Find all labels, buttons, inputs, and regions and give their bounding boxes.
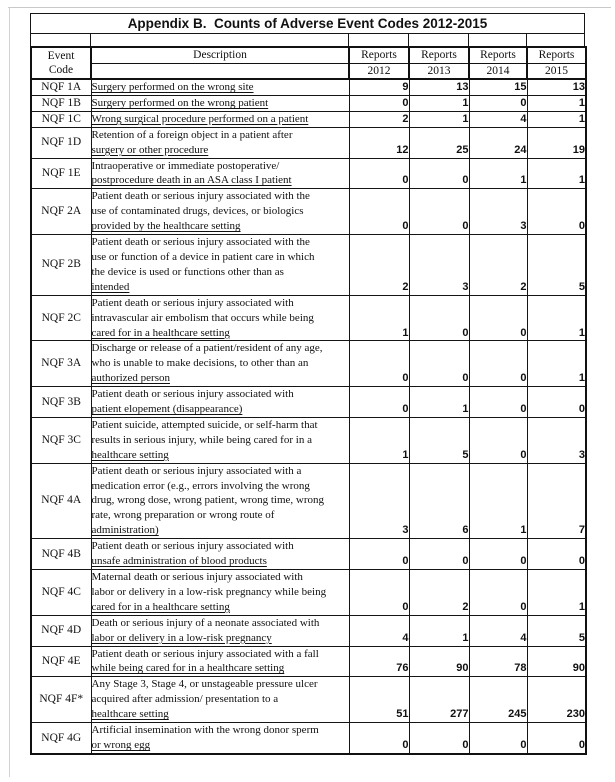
- count-cell-2013: 1: [409, 615, 469, 646]
- header-year-2013: 2013: [409, 63, 469, 79]
- description-cell: [91, 723, 349, 754]
- header-reports-2014: Reports: [469, 47, 527, 63]
- table-header: [31, 47, 586, 79]
- event-code-cell: NQF 3C: [31, 417, 91, 463]
- description-line: Patient death or serious injury associated with a fall: [91, 647, 319, 660]
- count-cell-2012: 1: [349, 295, 409, 341]
- spacer-column-divider: [468, 34, 469, 46]
- count-cell-2013: 1: [409, 387, 469, 418]
- event-code-cell: NQF 1E: [31, 158, 91, 189]
- count-cell-2014: 15: [469, 79, 527, 95]
- header-reports-2015: Reports: [527, 47, 586, 63]
- count-cell-2014: 0: [469, 570, 527, 616]
- count-cell-2013: 90: [409, 646, 469, 677]
- table-row: [31, 341, 586, 387]
- count-cell-2012: 0: [349, 387, 409, 418]
- description-line: authorized person: [91, 372, 170, 385]
- description-line: Retention of a foreign object in a patient after: [91, 128, 293, 141]
- description-cell: [91, 95, 349, 111]
- event-code-cell: NQF 1A: [31, 79, 91, 95]
- description-cell: [91, 295, 349, 341]
- description-line: use of contaminated drugs, devices, or biologics: [91, 205, 304, 218]
- page-edge-line-left: [9, 7, 10, 777]
- count-cell-2015: 19: [527, 127, 586, 158]
- count-cell-2015: 0: [527, 723, 586, 754]
- count-cell-2013: 2: [409, 570, 469, 616]
- header-year-2014: 2014: [469, 63, 527, 79]
- description-line: rate, wrong preparation or wrong route of: [91, 509, 275, 522]
- description-line: administration): [91, 524, 159, 537]
- description-line: Intraoperative or immediate postoperative/: [91, 159, 280, 172]
- count-cell-2014: 4: [469, 615, 527, 646]
- page-title: Appendix B. Counts of Adverse Event Codes 2012-2015: [127, 16, 488, 31]
- description-line: Maternal death or serious injury associated with: [91, 571, 303, 583]
- header-row-1: [31, 47, 586, 63]
- description-line: Patient death or serious injury associated with: [91, 388, 294, 401]
- count-cell-2015: 0: [527, 189, 586, 235]
- count-cell-2014: 0: [469, 723, 527, 754]
- count-cell-2015: 5: [527, 235, 586, 296]
- event-code-cell: NQF 4A: [31, 463, 91, 539]
- count-cell-2014: 3: [469, 189, 527, 235]
- count-cell-2012: 2: [349, 111, 409, 127]
- table-row: [31, 463, 586, 539]
- count-cell-2012: 0: [349, 341, 409, 387]
- count-cell-2014: 0: [469, 539, 527, 570]
- description-line: cared for in a healthcare setting: [91, 600, 230, 613]
- description-line: Any Stage 3, Stage 4, or unstageable pressure ulcer: [91, 678, 318, 691]
- table-row: [31, 111, 586, 127]
- table-row: [31, 646, 586, 677]
- description-line: Death or serious injury of a neonate associated with: [91, 616, 320, 629]
- count-cell-2012: 76: [349, 646, 409, 677]
- spacer-column-divider: [348, 34, 349, 46]
- description-cell: [91, 615, 349, 646]
- event-code-cell: NQF 4E: [31, 646, 91, 677]
- description-cell: [91, 539, 349, 570]
- description-line: unsafe administration of blood products: [91, 555, 267, 568]
- description-line: labor or delivery in a low-risk pregnancy: [91, 631, 272, 644]
- count-cell-2015: 1: [527, 295, 586, 341]
- count-cell-2015: 90: [527, 646, 586, 677]
- description-cell: [91, 646, 349, 677]
- count-cell-2015: 5: [527, 615, 586, 646]
- table-row: [31, 570, 586, 616]
- count-cell-2013: 3: [409, 235, 469, 296]
- description-line: Patient death or serious injury associated with the: [91, 236, 310, 249]
- count-cell-2012: 0: [349, 158, 409, 189]
- header-description-blank: [91, 63, 349, 79]
- description-cell: [91, 570, 349, 616]
- count-cell-2013: 0: [409, 539, 469, 570]
- count-cell-2013: 1: [409, 111, 469, 127]
- table-row: [31, 95, 586, 111]
- count-cell-2013: 277: [409, 677, 469, 723]
- description-line: healthcare setting: [91, 448, 169, 461]
- count-cell-2015: 1: [527, 95, 586, 111]
- table-row: [31, 723, 586, 754]
- count-cell-2012: 1: [349, 417, 409, 463]
- count-cell-2015: 0: [527, 387, 586, 418]
- count-cell-2014: 0: [469, 295, 527, 341]
- count-cell-2012: 0: [349, 723, 409, 754]
- count-cell-2015: 7: [527, 463, 586, 539]
- count-cell-2014: 0: [469, 341, 527, 387]
- count-cell-2012: 4: [349, 615, 409, 646]
- event-code-cell: NQF 4D: [31, 615, 91, 646]
- count-cell-2012: 2: [349, 235, 409, 296]
- description-line: labor or delivery in a low-risk pregnancy while being: [91, 585, 327, 598]
- table-row: [31, 127, 586, 158]
- description-line: the device is used or functions other than as: [91, 265, 284, 278]
- description-line: provided by the healthcare setting: [91, 220, 241, 233]
- count-cell-2014: 0: [469, 387, 527, 418]
- description-line: intended: [91, 280, 130, 293]
- count-cell-2013: 0: [409, 158, 469, 189]
- description-line: surgery or other procedure: [91, 143, 209, 156]
- description-line: intravascular air embolism that occurs while being: [91, 311, 314, 324]
- count-cell-2012: 3: [349, 463, 409, 539]
- description-line: patient elopement (disappearance): [91, 403, 243, 416]
- count-cell-2014: 245: [469, 677, 527, 723]
- header-event-line2: Code: [48, 64, 74, 76]
- description-line: Surgery performed on the wrong site: [91, 81, 254, 93]
- table-row: [31, 295, 586, 341]
- spacer-column-divider: [90, 34, 91, 46]
- count-cell-2014: 0: [469, 417, 527, 463]
- table-body: [31, 79, 586, 754]
- count-cell-2012: 51: [349, 677, 409, 723]
- header-reports-2012: Reports: [349, 47, 409, 63]
- event-code-cell: NQF 1B: [31, 95, 91, 111]
- count-cell-2013: 1: [409, 95, 469, 111]
- description-cell: [91, 127, 349, 158]
- event-code-cell: NQF 2A: [31, 189, 91, 235]
- count-cell-2012: 9: [349, 79, 409, 95]
- count-cell-2013: 5: [409, 417, 469, 463]
- description-line: drug, wrong dose, wrong patient, wrong time, wrong: [91, 494, 324, 507]
- table-row: [31, 235, 586, 296]
- description-line: use or function of a device in patient care in which: [91, 250, 315, 263]
- count-cell-2013: 25: [409, 127, 469, 158]
- spacer-column-divider: [408, 34, 409, 46]
- count-cell-2014: 1: [469, 158, 527, 189]
- table-row: [31, 79, 586, 95]
- count-cell-2013: 0: [409, 189, 469, 235]
- count-cell-2015: 230: [527, 677, 586, 723]
- count-cell-2014: 0: [469, 95, 527, 111]
- description-cell: [91, 189, 349, 235]
- page-edge-line-top: [8, 7, 611, 8]
- count-cell-2013: 13: [409, 79, 469, 95]
- count-cell-2014: 2: [469, 235, 527, 296]
- count-cell-2012: 0: [349, 539, 409, 570]
- description-line: Patient death or serious injury associated with: [91, 540, 294, 553]
- count-cell-2015: 1: [527, 111, 586, 127]
- spacer-row: [30, 34, 585, 46]
- description-cell: [91, 341, 349, 387]
- description-line: Discharge or release of a patient/resident of any age,: [91, 342, 323, 355]
- count-cell-2014: 78: [469, 646, 527, 677]
- table-row: [31, 158, 586, 189]
- table-row: [31, 615, 586, 646]
- header-reports-2013: Reports: [409, 47, 469, 63]
- description-line: results in serious injury, while being cared for in a: [91, 433, 312, 446]
- description-cell: [91, 387, 349, 418]
- table-row: [31, 539, 586, 570]
- count-cell-2015: 0: [527, 539, 586, 570]
- count-cell-2014: 4: [469, 111, 527, 127]
- count-cell-2015: 13: [527, 79, 586, 95]
- event-code-cell: NQF 3A: [31, 341, 91, 387]
- spacer-column-divider: [526, 34, 527, 46]
- description-cell: [91, 463, 349, 539]
- count-cell-2012: 0: [349, 570, 409, 616]
- table-row: [31, 417, 586, 463]
- description-line: medication error (e.g., errors involving the wrong: [91, 479, 310, 492]
- event-code-cell: NQF 4B: [31, 539, 91, 570]
- description-line: while being cared for in a healthcare setting: [91, 662, 285, 675]
- header-year-2012: 2012: [349, 63, 409, 79]
- event-code-cell: NQF 3B: [31, 387, 91, 418]
- event-code-cell: NQF 4G: [31, 723, 91, 754]
- description-line: Artificial insemination with the wrong donor sperm: [91, 724, 319, 737]
- description-cell: [91, 79, 349, 95]
- count-cell-2014: 24: [469, 127, 527, 158]
- description-line: Patient death or serious injury associated with: [91, 296, 294, 309]
- description-line: acquired after admission/ presentation to a: [91, 693, 279, 706]
- count-cell-2015: 1: [527, 158, 586, 189]
- table-row: [31, 387, 586, 418]
- description-line: or wrong egg: [91, 738, 151, 751]
- description-line: cared for in a healthcare setting: [91, 326, 230, 339]
- adverse-event-table: [30, 46, 587, 755]
- header-description: Description: [91, 47, 349, 63]
- header-year-2015: 2015: [527, 63, 586, 79]
- count-cell-2015: 1: [527, 341, 586, 387]
- event-code-cell: NQF 2B: [31, 235, 91, 296]
- description-cell: [91, 677, 349, 723]
- event-code-cell: NQF 1D: [31, 127, 91, 158]
- description-line: Surgery performed on the wrong patient: [91, 96, 269, 109]
- description-line: healthcare setting: [91, 708, 169, 721]
- header-event-code: [31, 47, 91, 79]
- description-line: Patient death or serious injury associated with a: [91, 464, 302, 477]
- header-row-2: [31, 63, 586, 79]
- description-cell: [91, 417, 349, 463]
- count-cell-2015: 1: [527, 570, 586, 616]
- table-row: [31, 677, 586, 723]
- description-cell: [91, 235, 349, 296]
- count-cell-2013: 0: [409, 295, 469, 341]
- description-line: Wrong surgical procedure performed on a patient: [91, 112, 309, 125]
- count-cell-2013: 6: [409, 463, 469, 539]
- count-cell-2013: 0: [409, 723, 469, 754]
- count-cell-2013: 0: [409, 341, 469, 387]
- event-code-cell: NQF 4F*: [31, 677, 91, 723]
- count-cell-2015: 3: [527, 417, 586, 463]
- description-line: who is unable to make decisions, to other than an: [91, 357, 309, 370]
- count-cell-2012: 0: [349, 189, 409, 235]
- event-code-cell: NQF 1C: [31, 111, 91, 127]
- header-event-line1: Event: [47, 49, 75, 62]
- table-row: [31, 189, 586, 235]
- description-cell: [91, 111, 349, 127]
- description-line: postprocedure death in an ASA class I patient: [91, 174, 292, 187]
- event-code-cell: NQF 2C: [31, 295, 91, 341]
- event-code-cell: NQF 4C: [31, 570, 91, 616]
- description-cell: [91, 158, 349, 189]
- count-cell-2012: 0: [349, 95, 409, 111]
- description-line: Patient suicide, attempted suicide, or self-harm that: [91, 418, 318, 431]
- title-bar: [30, 13, 585, 34]
- description-line: Patient death or serious injury associated with the: [91, 190, 310, 203]
- count-cell-2014: 1: [469, 463, 527, 539]
- count-cell-2012: 12: [349, 127, 409, 158]
